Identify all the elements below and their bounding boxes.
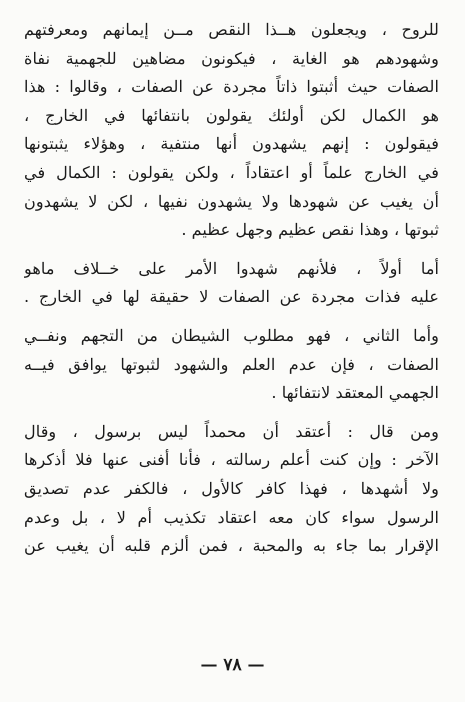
text-line: في الخارج علماً أو اعتقاداً ، ولكن يقولون : الكمال في	[24, 162, 439, 182]
text-line: وشهودهم هو الغاية ، فيكونون مضاهين للجهمية نفاة	[24, 48, 439, 68]
paragraph-2	[24, 255, 439, 312]
page-number: — ٧٨ —	[200, 655, 265, 675]
text-line: أما أولاً ، فلأنهم شهدوا الأمر على خــلاف ماهو	[24, 258, 439, 278]
text-line: للروح ، ويجعلون هــذا النقص مــن إيمانهم ومعرفتهم	[24, 20, 439, 39]
text-line: ثبوتها ، وهذا نقص عظيم وجهل عظيم .	[181, 220, 439, 240]
text-line: الرسول سواء كان معه اعتقاد تكذيب أم لا ، بل وعدم	[24, 507, 439, 527]
paragraph-1	[24, 16, 439, 245]
text-line: الصفات ، فإن عدم العلم والشهود لثبوتها يوافق فيــه	[24, 354, 439, 374]
paragraph-3	[24, 322, 439, 408]
text-line: فيقولون : إنهم يشهدون أنها منتفية ، وهؤلاء يثبتونها	[24, 134, 439, 154]
text-line: الصفات حيث أثبتوا ذاتاً مجردة عن الصفات ، وقالوا : هذا	[24, 77, 439, 97]
text-line: الجهمي المعتقد لانتفائها .	[271, 383, 439, 403]
paragraph-4	[24, 418, 439, 561]
text-line: عليه فذات مجردة عن الصفات لا حقيقة لها في الخارج .	[24, 287, 439, 307]
text-line: وأما الثاني ، فهو مطلوب الشيطان من التجهم ونفــي	[24, 325, 439, 345]
text-line: الإقرار بما جاء به والمحبة ، فمن ألزم قلبه أن يغيب عن	[24, 536, 439, 556]
text-line: أن يغيب عن شهودها ولا يشهدون نفيها ، لكن لا يشهدون	[24, 191, 439, 211]
text-line: ولا أشهدها ، فهذا كافر كالأول ، فالكفر عدم تصديق	[24, 478, 439, 498]
text-line: ومن قال : أعتقد أن محمداً ليس برسول ، وقال	[24, 421, 439, 441]
text-line: الآخر : وإن كنت أعلم رسالته ، فأنا أفنى عنها فلا أذكرها	[24, 450, 439, 470]
text-line: هو الكمال لكن أولئك يقولون بانتفائها في الخارج ،	[24, 105, 439, 125]
